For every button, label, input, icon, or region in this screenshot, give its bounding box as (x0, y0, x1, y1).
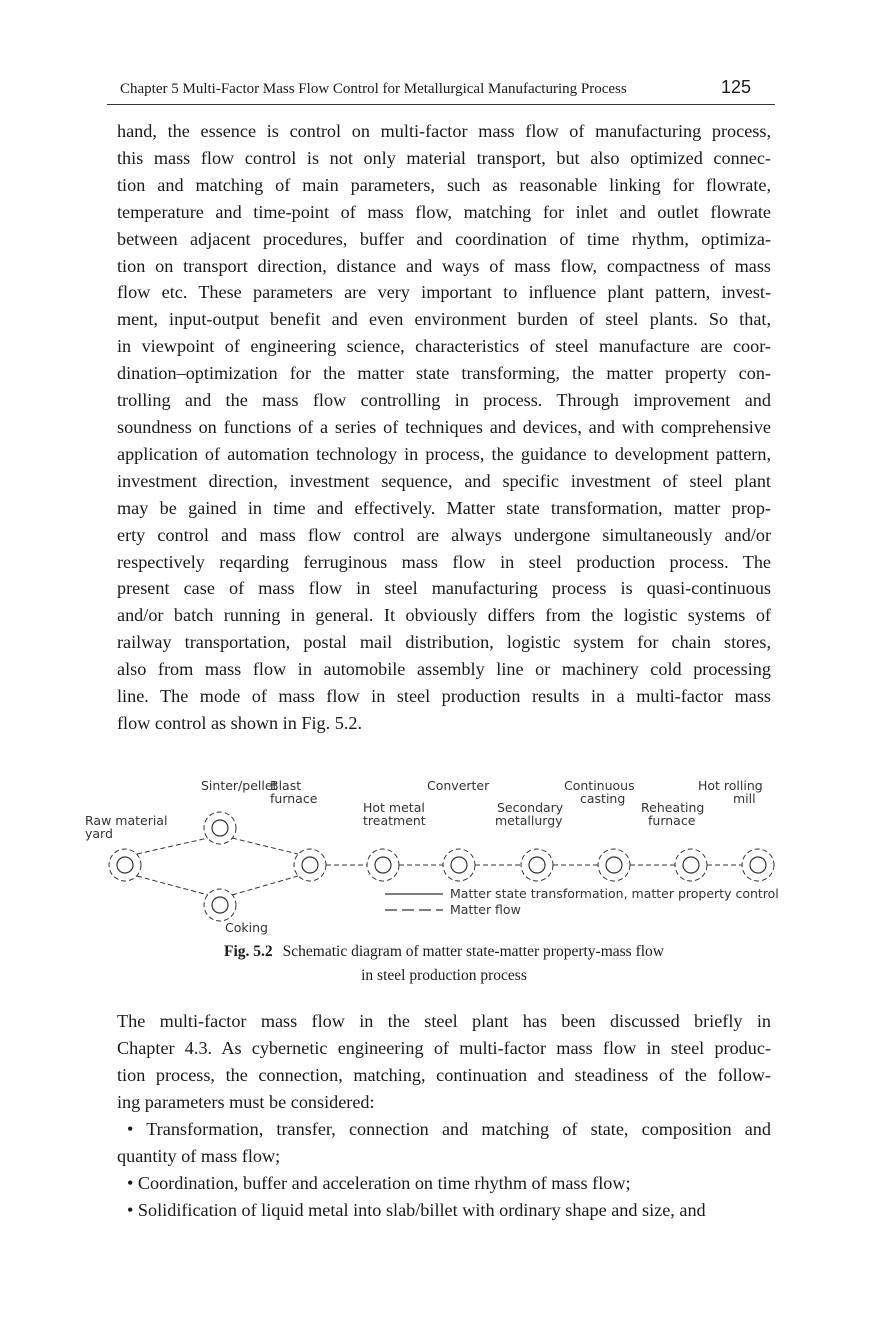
paragraph-1-line: this mass flow control is not only material transport, but also optimized connec- (117, 147, 771, 168)
paragraph-2-line: ing parameters must be considered: (117, 1091, 375, 1112)
paragraph-1-line: investment direction, investment sequence, and specific investment of steel plant (117, 470, 771, 491)
node-hot-metal-treatment (367, 849, 399, 881)
label-hotmetal-2: treatment (363, 813, 426, 828)
label-hotrolling-1: Hot rolling (698, 778, 763, 793)
node-continuous-casting (598, 849, 630, 881)
node-coking (204, 889, 236, 921)
paragraph-1-line: flow control as shown in Fig. 5.2. (117, 712, 363, 733)
paragraph-1-line: flow etc. These parameters are very important to influence plant pattern, invest- (117, 282, 771, 303)
paragraph-1-line: and/or batch running in general. It obviously differs from the logistic systems of (117, 605, 771, 626)
paragraph-1 (117, 118, 771, 737)
paragraph-1-line: respectively reqarding ferruginous mass flow in steel production process. The (117, 551, 771, 572)
label-reheating-2: furnace (648, 813, 696, 828)
bullet-item (117, 1170, 771, 1197)
bullet-item (117, 1197, 771, 1224)
node-reheating-furnace (675, 849, 707, 881)
running-header (107, 76, 775, 105)
paragraph-1-line: ment, input-output benefit and even environment burden of steel plants. So that, (117, 309, 771, 330)
paragraph-2-line: The multi-factor mass flow in the steel plant has been discussed briefly in (117, 1011, 771, 1031)
bullet-line: • Solidification of liquid metal into slab/billet with ordinary shape and size, and (127, 1199, 706, 1220)
paragraph-2-line: Chapter 4.3. As cybernetic engineering of multi-factor mass flow in steel produc- (117, 1037, 771, 1058)
caption-line-1: Schematic diagram of matter state-matter property-mass flow (282, 943, 664, 960)
paragraph-1-line: dination–optimization for the matter state transforming, the matter property con- (117, 363, 771, 384)
figure-5-2 (85, 770, 779, 910)
caption-line-2: in steel production process (361, 967, 527, 984)
node-sinter-pellet (204, 812, 236, 844)
paragraph-1-line: erty control and mass flow control are always undergone simultaneously and/or (117, 524, 771, 545)
figure-caption (117, 940, 771, 988)
paragraph-1-line: soundness on functions of a series of techniques and devices, and with comprehensive (117, 416, 771, 437)
bullet-line: • Transformation, transfer, connection and matching of state, composition and (127, 1119, 771, 1139)
label-continuous-2: casting (580, 791, 626, 806)
label-blast-2: furnace (270, 791, 318, 806)
chapter-title: Chapter 5 Multi-Factor Mass Flow Control for Metallurgical Manufacturing Process (120, 81, 627, 97)
paragraph-1-line: railway transportation, postal mail distribution, logistic system for chain stores, (117, 632, 771, 653)
paragraph-1-line: trolling and the mass flow controlling in process. Through improvement and (117, 390, 771, 411)
caption-label: Fig. 5.2 (224, 943, 273, 960)
bullet-line: • Coordination, buffer and acceleration on time rhythm of mass flow; (127, 1172, 631, 1193)
paragraph-1-line: tion on transport direction, distance and ways of mass flow, compactness of mass (117, 255, 771, 276)
paragraph-1-line: also from mass flow in automobile assembly line or machinery cold processing (117, 659, 771, 680)
paragraph-1-line: line. The mode of mass flow in steel production results in a multi-factor mass (117, 686, 771, 707)
node-blast-furnace (294, 849, 326, 881)
label-hotmetal-1: Hot metal (363, 800, 425, 815)
paragraph-1-line: in viewpoint of engineering science, characteristics of steel manufacture are coor- (117, 336, 771, 357)
legend-dashed-label: Matter flow (450, 902, 521, 917)
paragraph-1-line: temperature and time-point of mass flow, matching for inlet and outlet flowrate (117, 201, 771, 222)
paragraph-1-line: tion and matching of main parameters, such as reasonable linking for flowrate, (117, 174, 771, 195)
label-raw-1: Raw material (85, 813, 168, 828)
paragraph-1-line: application of automation technology in process, the guidance to development pattern, (117, 443, 771, 464)
legend-solid-label: Matter state transformation, matter property control (450, 886, 779, 901)
node-hot-rolling-mill (742, 849, 774, 881)
bullet-line: quantity of mass flow; (117, 1145, 281, 1166)
paragraph-1-line: may be gained in time and effectively. Matter state transformation, matter prop- (117, 497, 771, 518)
node-converter (443, 849, 475, 881)
bullet-list (117, 1116, 771, 1224)
label-coking: Coking (225, 920, 268, 935)
page-number: 125 (720, 77, 751, 97)
label-blast-1: Blast (270, 778, 302, 793)
paragraph-1-line: present case of mass flow in steel manufacturing process is quasi-continuous (117, 578, 771, 599)
paragraph-2 (117, 1008, 771, 1116)
label-secondary-1: Secondary (497, 800, 564, 815)
label-raw-2: yard (85, 826, 113, 841)
bullet-item (117, 1116, 771, 1170)
node-secondary-metallurgy (521, 849, 553, 881)
mass-flow-diagram (85, 770, 779, 910)
label-reheating-1: Reheating (641, 800, 705, 815)
paragraph-2-line: tion process, the connection, matching, continuation and steadiness of the follow- (117, 1064, 771, 1085)
label-converter: Converter (427, 778, 490, 793)
label-continuous-1: Continuous (564, 778, 635, 793)
label-hotrolling-2: mill (733, 791, 756, 806)
label-sinter-pellet: Sinter/pellet (201, 778, 278, 793)
paragraph-1-line: hand, the essence is control on multi-factor mass flow of manufacturing process, (117, 121, 771, 141)
paragraph-1-line: between adjacent procedures, buffer and coordination of time rhythm, optimiza- (117, 228, 771, 249)
label-secondary-2: metallurgy (495, 813, 563, 828)
node-raw-material-yard (109, 849, 141, 881)
